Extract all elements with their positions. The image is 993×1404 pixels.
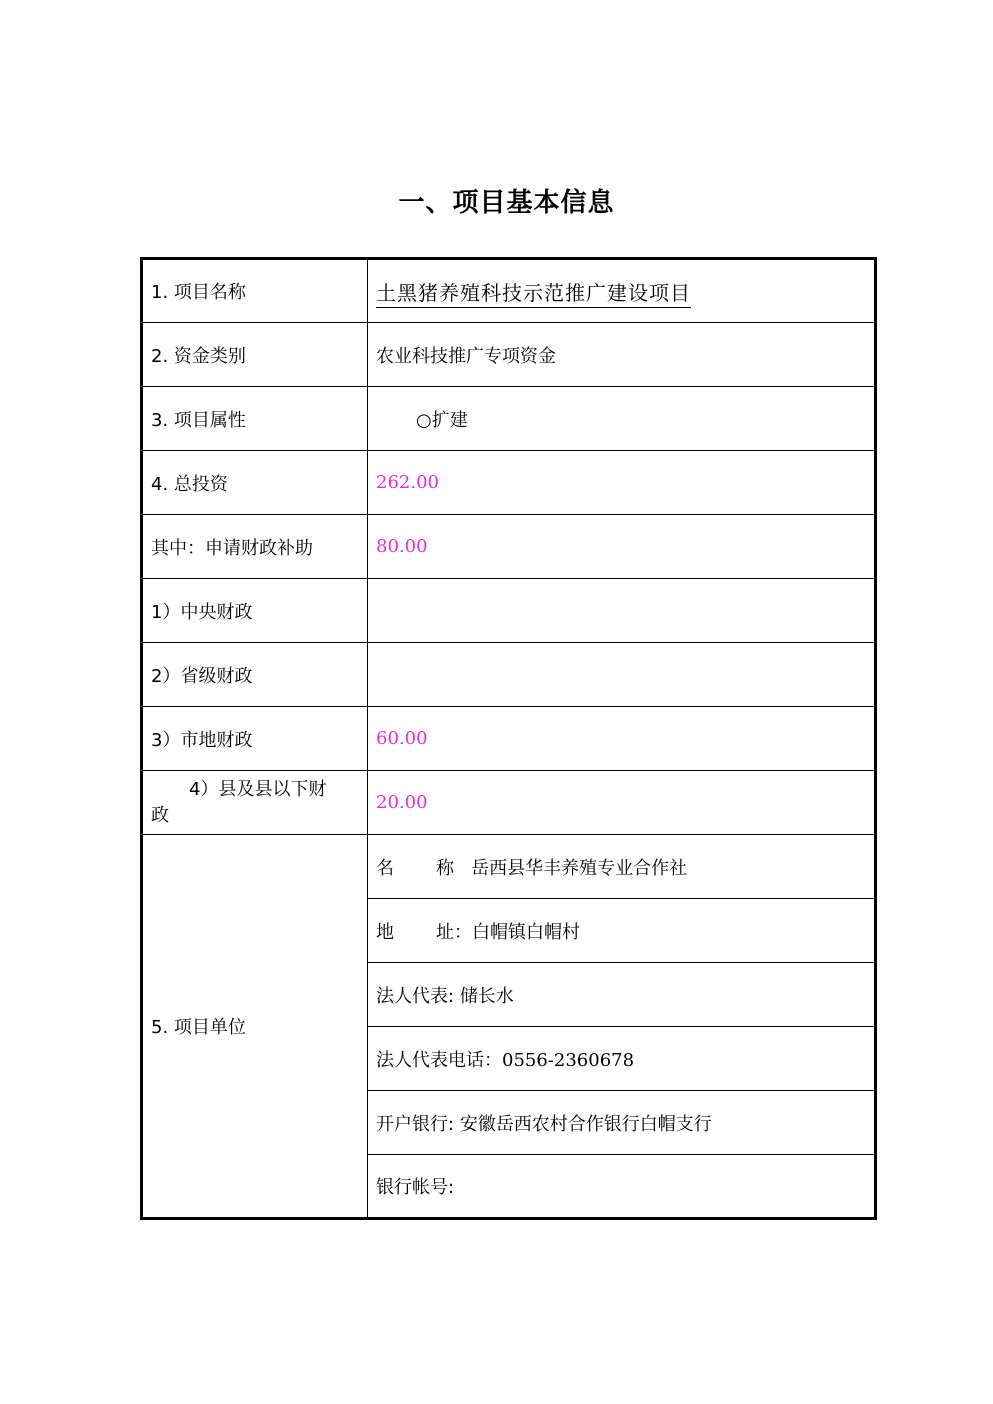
project-attr-cell [368, 387, 876, 451]
table-row [142, 771, 876, 835]
table-row [142, 387, 876, 451]
table-row [142, 579, 876, 643]
legal-rep-cell [368, 963, 876, 1027]
unit-address-cell [368, 899, 876, 963]
unit-address-value: 白帽镇白帽村 [472, 921, 580, 943]
table-row [142, 323, 876, 387]
table-row [142, 451, 876, 515]
municipal-finance-label: 3）市地财政 [142, 707, 368, 771]
project-info-table [140, 257, 877, 1220]
subsidy-value: 80.00 [368, 515, 876, 579]
bank-account-label: 银行帐号: [376, 1177, 455, 1198]
legal-rep-phone-value: 0556-2360678 [502, 1049, 635, 1071]
unit-address-label-b: 址： [436, 921, 472, 943]
bank-label: 开户银行: [376, 1113, 455, 1135]
municipal-finance-value: 60.00 [368, 707, 876, 771]
legal-rep-value: 储长水 [459, 985, 514, 1007]
table-row [142, 707, 876, 771]
table-row [142, 643, 876, 707]
page-title: 一、项目基本信息 [398, 188, 615, 218]
county-finance-value: 20.00 [368, 771, 876, 835]
unit-name-label-b: 称 [436, 857, 454, 879]
unit-name-label-a: 名 [376, 857, 394, 879]
fund-type-label: 2. 资金类别 [142, 323, 368, 387]
project-name-value: 土黑猪养殖科技示范推广建设项目 [376, 281, 691, 308]
table-row [142, 835, 876, 899]
bank-value: 安徽岳西农村合作银行白帽支行 [459, 1113, 712, 1135]
unit-name-value: 岳西县华丰养殖专业合作社 [471, 857, 688, 879]
central-finance-label: 1）中央财政 [142, 579, 368, 643]
bank-cell [368, 1091, 876, 1155]
provincial-finance-label: 2）省级财政 [142, 643, 368, 707]
total-investment-label: 4. 总投资 [142, 451, 368, 515]
county-finance-label [142, 771, 368, 835]
project-attr-label: 3. 项目属性 [142, 387, 368, 451]
bank-account-cell [368, 1155, 876, 1219]
fund-type-value: 农业科技推广专项资金 [368, 323, 876, 387]
project-unit-label: 5. 项目单位 [142, 835, 368, 1219]
project-name-label: 1. 项目名称 [142, 259, 368, 323]
legal-rep-phone-cell [368, 1027, 876, 1091]
legal-rep-label: 法人代表: [376, 985, 455, 1007]
subsidy-label: 其中：申请财政补助 [142, 515, 368, 579]
total-investment-value: 262.00 [368, 451, 876, 515]
project-attr-value: ○扩建 [416, 409, 468, 431]
central-finance-value [368, 579, 876, 643]
table-row [142, 259, 876, 323]
unit-address-label-a: 地 [376, 921, 394, 943]
county-finance-label-line1: 4）县及县以下财 [189, 778, 327, 800]
provincial-finance-value [368, 643, 876, 707]
unit-name-cell [368, 835, 876, 899]
legal-rep-phone-label: 法人代表电话： [376, 1049, 502, 1071]
table-row [142, 515, 876, 579]
project-name-cell [368, 259, 876, 323]
county-finance-label-line2: 政 [151, 804, 169, 826]
